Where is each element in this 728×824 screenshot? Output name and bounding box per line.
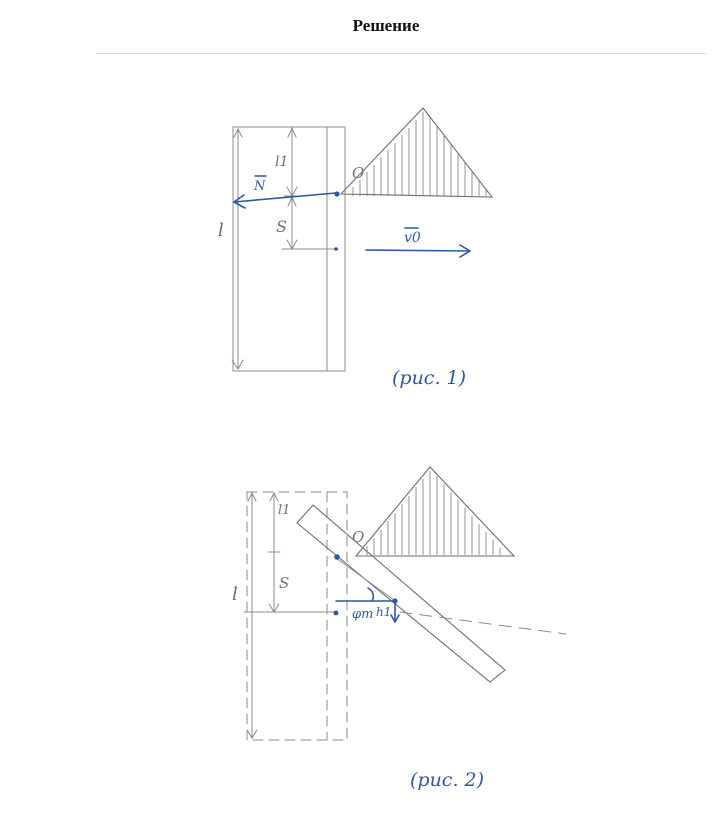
label-n: N — [254, 179, 266, 194]
rod-initial-position — [247, 492, 347, 740]
wedge-hatching — [367, 471, 500, 555]
center-point-initial — [334, 611, 339, 616]
reference-line — [400, 612, 566, 634]
label-v0: v0 — [404, 230, 421, 246]
rod-axis — [336, 558, 394, 600]
center-point — [334, 247, 338, 251]
support-wedge — [356, 467, 514, 556]
label-l: l — [232, 584, 238, 605]
label-l: l — [218, 220, 224, 241]
figure-1 — [218, 108, 492, 389]
caption-figure-1: (рис. 1) — [392, 367, 467, 389]
angle-arc — [368, 588, 373, 601]
rod-tilted — [297, 505, 505, 682]
velocity-vector — [366, 250, 470, 251]
label-o: O — [352, 528, 365, 546]
pivot-point — [334, 554, 340, 560]
label-l1: l1 — [275, 154, 289, 170]
caption-figure-2: (рис. 2) — [410, 769, 485, 791]
label-o: O — [352, 164, 365, 182]
label-h1: h1 — [376, 605, 392, 619]
wedge-hatching — [353, 112, 486, 196]
force-vector — [234, 193, 336, 202]
label-l1: l1 — [278, 503, 291, 518]
label-s: S — [279, 574, 290, 592]
label-s: S — [276, 217, 287, 236]
label-phi: φm — [352, 607, 374, 622]
figure-2 — [232, 467, 566, 791]
pivot-point — [334, 191, 339, 196]
support-wedge — [341, 108, 492, 197]
page-title: Решение — [352, 16, 420, 35]
